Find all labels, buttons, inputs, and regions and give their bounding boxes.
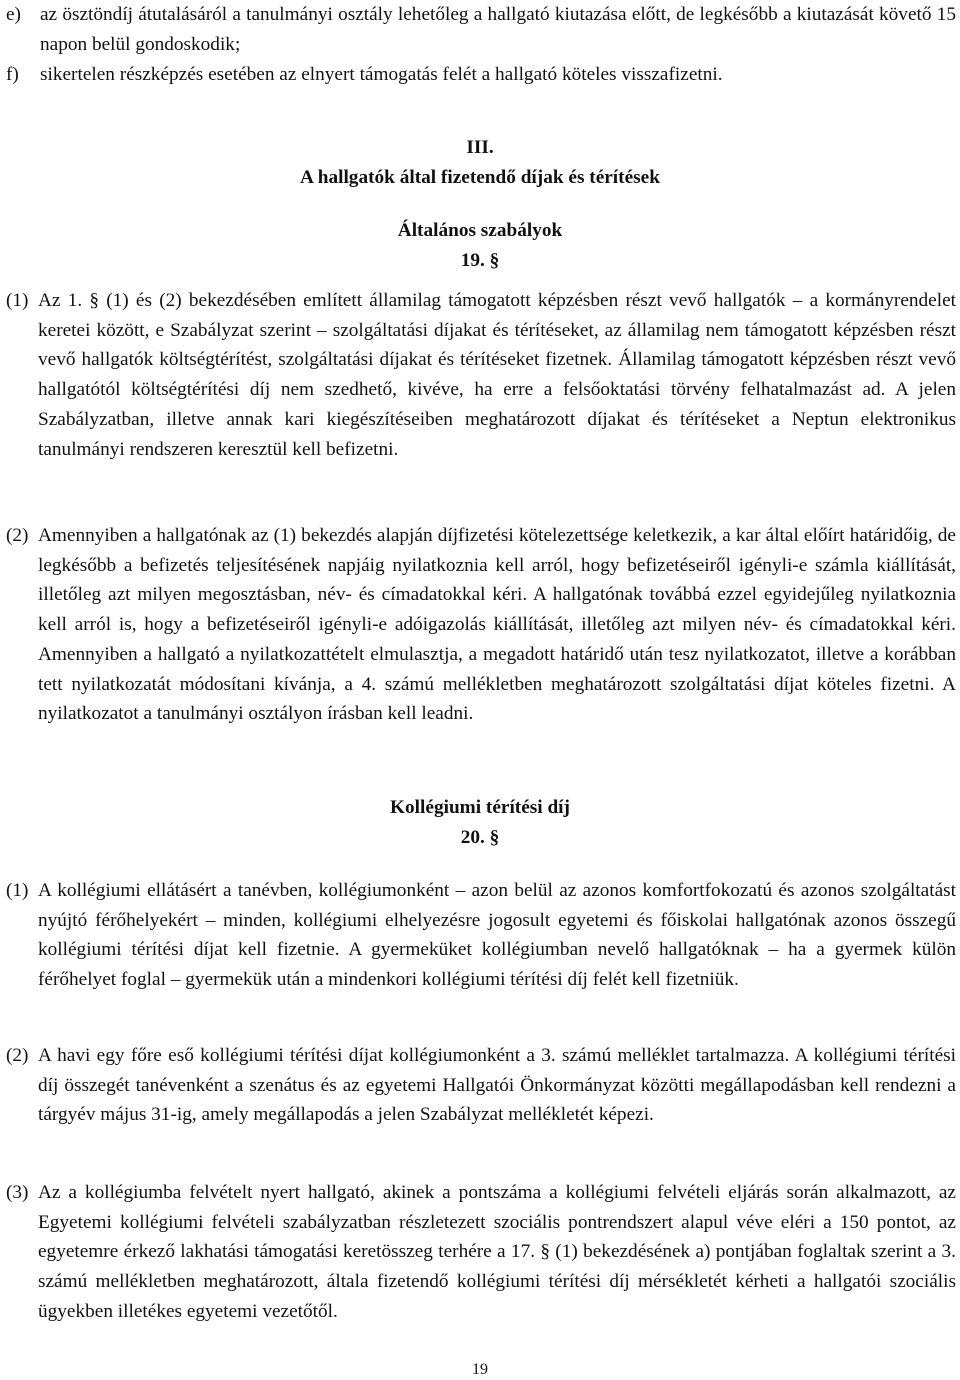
- list-text-f: sikertelen részképzés esetében az elnyert támogatás felét a hallgató köteles visszafizetni.: [40, 64, 723, 85]
- s19-p1-label: (1): [6, 290, 29, 311]
- list-text-e: az ösztöndíj átutalásáról a tanulmányi osztály lehetőleg a hallgató kiutazása előtt, de legkésőbb a kiutazását követő 15 napon belül gondoskodik;: [40, 4, 956, 55]
- s20-p3-text: Az a kollégiumba felvételt nyert hallgató, akinek a pontszáma a kollégiumi felvételi eljárás során alkalmazott, az Egyetemi kollégiumi felvételi szabályzatban részletezett szociális pontrendszert alapul véve eléri a 150 pontot, az egyetemre érkező lakhatási támogatási keretösszeg terhére a 17. § (1) bekezdésének a) pontjában foglaltak szerint a 3. számú mellékletben meghatározott, általa fizetendő kollégiumi térítési díj mérsékletét kérheti a hallgatói szociális ügyekben illetékes egyetemi vezetőtől.: [38, 1182, 956, 1322]
- s19-p1-text: Az 1. § (1) és (2) bekezdésében említett államilag támogatott képzésben részt vevő hallgatók – a kormányrendelet keretei között, e Szabályzat szerint – szolgáltatási díjakat és térítéseket, az államilag nem támogatott képzésben részt vevő hallgatók költségtérítést, szolgáltatási díjakat és térítéseket fizetnek. Államilag támogatott képzésben részt vevő hallgatótól költségtérítési díj nem szedhető, kivéve, ha erre a felsőoktatási törvény felhatalmazást ad. A jelen Szabályzatban, illetve annak kari kiegészítéseiben meghatározott díjakat és térítéseket a Neptun elektronikus tanulmányi rendszeren keresztül kell befizetni.: [38, 290, 956, 460]
- list-item-f: [6, 60, 956, 90]
- chapter-title: A hallgatók által fizetendő díjak és térítések: [300, 167, 660, 188]
- s20-p1-label: (1): [6, 880, 29, 901]
- paragraph-number-19: 19. §: [460, 250, 500, 271]
- s19-p2-text: Amennyiben a hallgatónak az (1) bekezdés alapján díjfizetési kötelezettsége keletkezik, a kar által előírt határidőig, de legkésőbb a befizetés teljesítésének napjáig nyilatkoznia kell arról, hogy befizetéseiről igényli-e számla kiállítását, illetőleg azt milyen megosztásban, név- és címadatokkal kéri. A hallgatónak továbbá ezzel egyidejűleg nyilatkoznia kell arról is, hogy a befizetéseiről igényli-e adóigazolás kiállítását, illetőleg azt milyen név- és címadatokkal kéri. Amennyiben a hallgató a nyilatkozattételt elmulasztja, a megadott határidő után tesz nyilatkozatot, illetve a korábban tett nyilatkozatát módosítani kívánja, a 4. számú mellékletben meghatározott szolgáltatási díjat köteles fizetni. A nyilatkozatot a tanulmányi osztályon írásban kell leadni.: [38, 525, 956, 725]
- list-item-e: [6, 0, 956, 59]
- chapter-number: III.: [466, 137, 494, 158]
- page-number: 19: [472, 1361, 488, 1378]
- s20-p2-label: (2): [6, 1045, 29, 1066]
- section-title-kollegium: Kollégiumi térítési díj: [390, 797, 570, 818]
- s20-p3-label: (3): [6, 1182, 29, 1203]
- list-label-f: f): [6, 64, 19, 85]
- s19-p2-label: (2): [6, 525, 29, 546]
- s20-p1-text: A kollégiumi ellátásért a tanévben, kollégiumonként – azon belül az azonos komfortfokozatú és azonos szolgáltatást nyújtó férőhelyekért – minden, kollégiumi elhelyezésre jogosult egyetemi és főiskolai hallgatónak azonos összegű kollégiumi térítési díjat kell fizetnie. A gyermeküket kollégiumban nevelő hallgatóknak – ha a gyermek külön férőhelyet foglal – gyermekük után a mindenkori kollégiumi térítési díj felét kell fizetniük.: [38, 880, 956, 991]
- list-label-e: e): [6, 4, 21, 25]
- section-subtitle: Általános szabályok: [397, 220, 563, 241]
- paragraph-number-20: 20. §: [460, 827, 500, 848]
- s20-p2-text: A havi egy főre eső kollégiumi térítési díjat kollégiumonként a 3. számú melléklet tartalmazza. A kollégiumi térítési díj összegét tanévenként a szenátus és az egyetemi Hallgatói Önkormányzat közötti megállapodásban kell rendezni a tárgyév május 31-ig, amely megállapodás a jelen Szabályzat mellékletét képezi.: [38, 1045, 956, 1126]
